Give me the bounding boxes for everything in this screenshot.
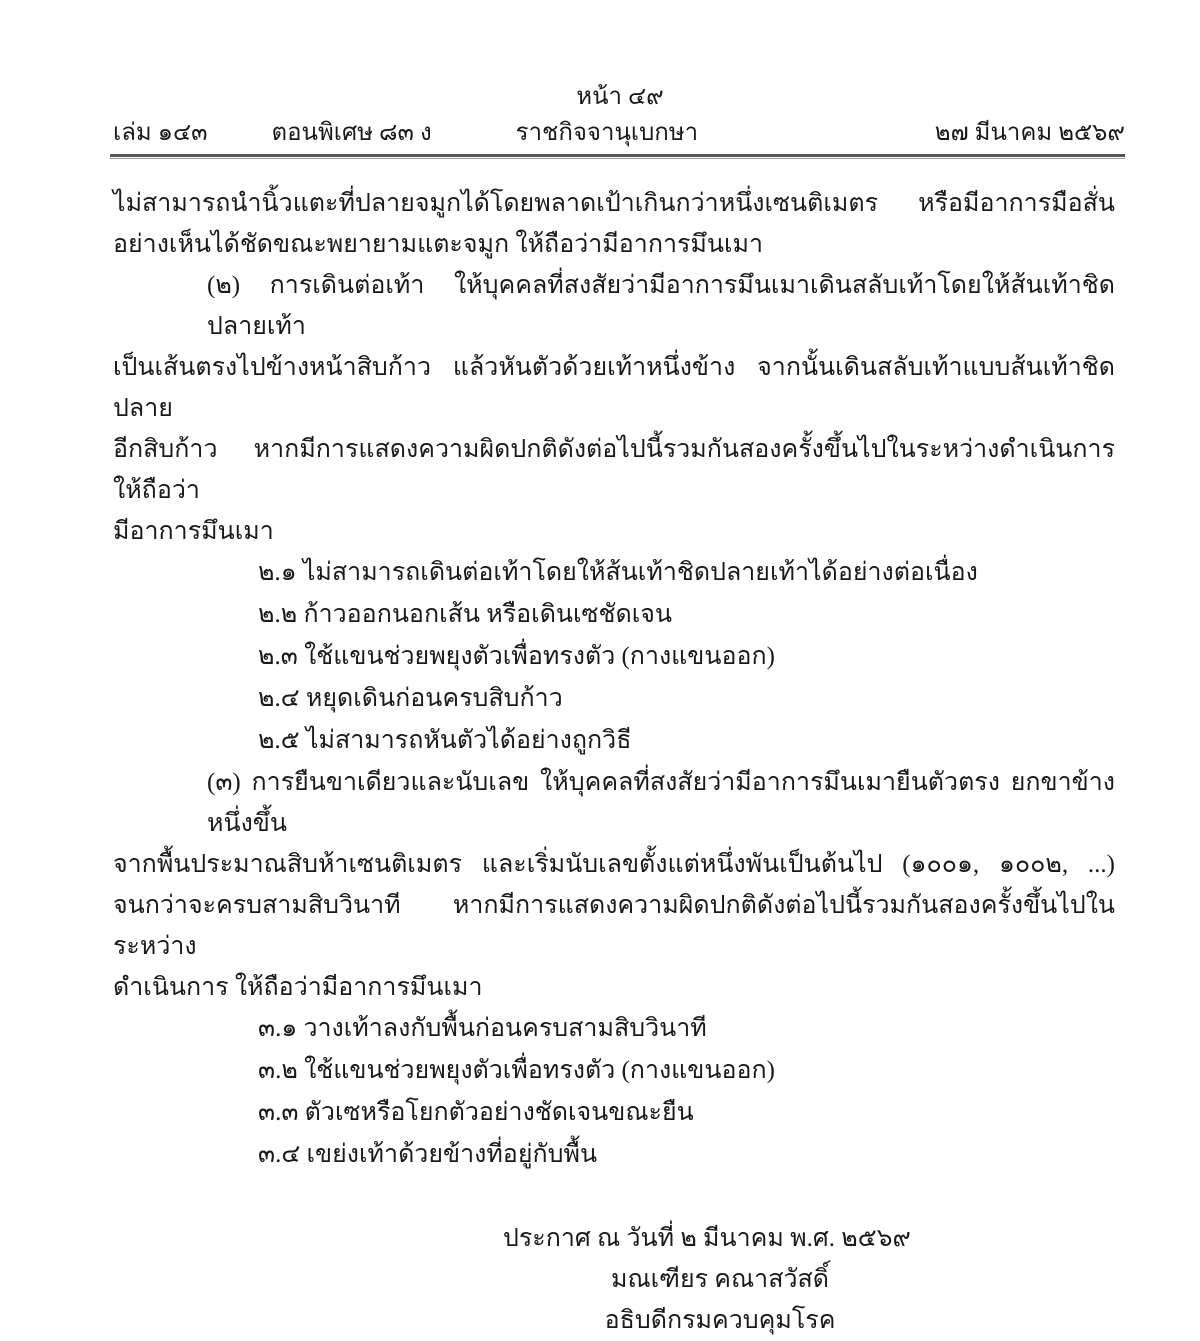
list-item: ๒.๑ ไม่สามารถเดินต่อเท้าโดยให้ส้นเท้าชิดปลายเท้าได้อย่างต่อเนื่อง [258, 559, 978, 586]
publication-name: ราชกิจจานุเบกษา [515, 120, 699, 146]
header-date: ๒๗ มีนาคม ๒๕๖๙ [934, 120, 1125, 146]
paragraph-line: อย่างเห็นได้ชัดขณะพยายามแตะจมูก ให้ถือว่ามีอาการมึนเมา [113, 231, 764, 258]
paragraph-line: จากพื้นประมาณสิบห้าเซนติเมตร และเริ่มนับเลขตั้งแต่หนึ่งพันเป็นต้นไป (๑๐๐๑, ๑๐๐๒, ...) [113, 851, 1115, 878]
header-rule-thin [110, 158, 1125, 159]
gazette-header [113, 118, 1125, 148]
list-item: ๒.๒ ก้าวออกนอกเส้น หรือเดินเซชัดเจน [258, 601, 673, 628]
document-body [113, 183, 1115, 1341]
announcement-date: ประกาศ ณ วันที่ ๒ มีนาคม พ.ศ. ๒๕๖๙ [503, 1225, 911, 1252]
paragraph-line: ไม่สามารถนำนิ้วแตะที่ปลายจมูกได้โดยพลาดเป้าเกินกว่าหนึ่งเซนติเมตร หรือมีอาการมือสั่น [113, 190, 1115, 217]
paragraph-line: ดำเนินการ ให้ถือว่ามีอาการมึนเมา [113, 974, 483, 1001]
page-number: หน้า ๔๙ [576, 84, 664, 110]
list-item: ๒.๕ ไม่สามารถหันตัวได้อย่างถูกวิธี [258, 727, 632, 754]
signatory-title: อธิบดีกรมควบคุมโรค [604, 1307, 836, 1334]
signature-block [113, 1218, 1115, 1341]
issue: ตอนพิเศษ ๘๓ ง [271, 120, 432, 146]
header-rule [110, 154, 1125, 157]
paragraph-line: เป็นเส้นตรงไปข้างหน้าสิบก้าว แล้วหันตัวด้วยเท้าหนึ่งข้าง จากนั้นเดินสลับเท้าแบบส้นเท้าชิดปลาย [113, 354, 1115, 422]
list-item: ๓.๔ เขย่งเท้าด้วยข้างที่อยู่กับพื้น [258, 1141, 598, 1168]
paragraph-line: อีกสิบก้าว หากมีการแสดงความผิดปกติดังต่อไปนี้รวมกันสองครั้งขึ้นไปในระหว่างดำเนินการ ให้ถือว่า [113, 436, 1115, 504]
paragraph-line: (๒) การเดินต่อเท้า ให้บุคคลที่สงสัยว่ามีอาการมึนเมาเดินสลับเท้าโดยให้ส้นเท้าชิดปลายเท้า [207, 272, 1115, 340]
list-item: ๒.๔ หยุดเดินก่อนครบสิบก้าว [258, 685, 563, 712]
list-item: ๓.๓ ตัวเซหรือโยกตัวอย่างชัดเจนขณะยืน [258, 1099, 694, 1126]
paragraph-line: (๓) การยืนขาเดียวและนับเลข ให้บุคคลที่สงสัยว่ามีอาการมึนเมายืนตัวตรง ยกขาข้างหนึ่งขึ้น [207, 769, 1115, 837]
list-item: ๒.๓ ใช้แขนช่วยพยุงตัวเพื่อทรงตัว (กางแขนออก) [258, 643, 775, 670]
signatory-name: มณเฑียร คณาสวัสดิ์ [610, 1266, 830, 1293]
paragraph-line: จนกว่าจะครบสามสิบวินาที หากมีการแสดงความผิดปกติดังต่อไปนี้รวมกันสองครั้งขึ้นไปในระหว่าง [113, 892, 1115, 960]
paragraph-line: มีอาการมึนเมา [113, 518, 274, 545]
list-item: ๓.๑ วางเท้าลงกับพื้นก่อนครบสามสิบวินาที [258, 1015, 707, 1042]
list-item: ๓.๒ ใช้แขนช่วยพยุงตัวเพื่อทรงตัว (กางแขนออก) [258, 1057, 775, 1084]
volume: เล่ม ๑๔๓ [113, 120, 208, 146]
